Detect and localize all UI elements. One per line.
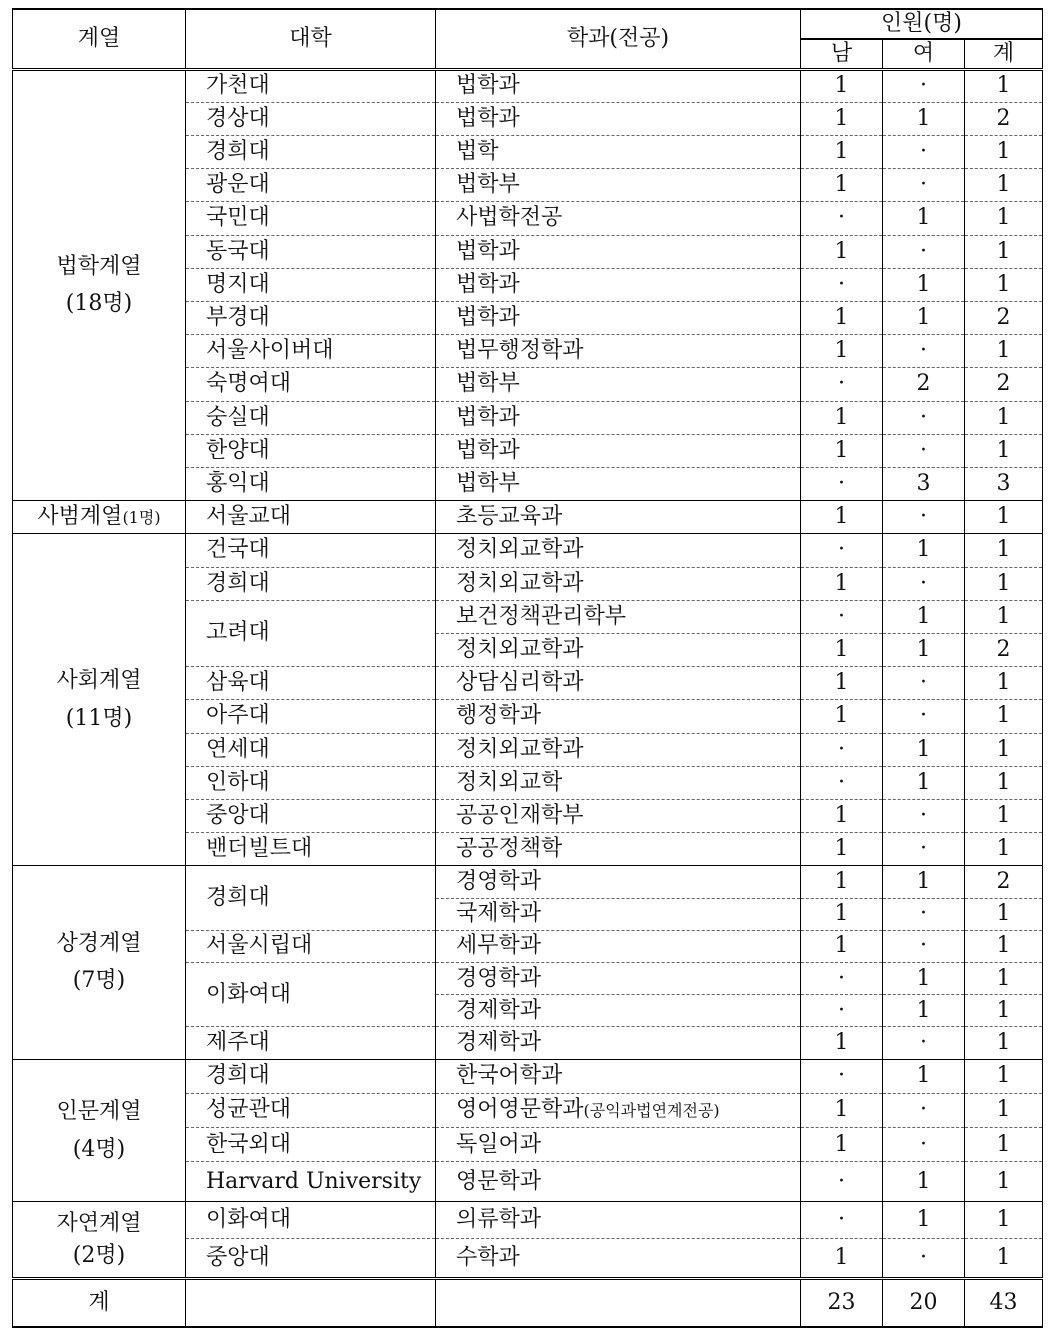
university-cell: 서울사이버대	[186, 335, 436, 368]
university-cell: 밴더빌트대	[186, 833, 436, 866]
header-university: 대학	[186, 9, 436, 69]
male-count: 1	[801, 69, 883, 102]
total-count: 1	[965, 434, 1043, 467]
total-count: 1	[965, 1202, 1043, 1238]
category-count: (11명)	[65, 705, 133, 731]
department-cell: 국제학과	[436, 898, 801, 930]
total-count: 3	[965, 467, 1043, 500]
female-count: ·	[883, 135, 965, 168]
university-cell: 이화여대	[186, 962, 436, 1026]
department-cell: 법학과	[436, 69, 801, 102]
category-name: 사회계열	[56, 668, 142, 694]
total-count: 1	[965, 567, 1043, 600]
table-row	[13, 866, 1043, 898]
total-count: 1	[965, 1128, 1043, 1162]
male-count: 1	[801, 1027, 883, 1059]
female-count: ·	[883, 434, 965, 467]
male-count: 1	[801, 501, 883, 534]
university-cell: 연세대	[186, 733, 436, 766]
male-count: 1	[801, 102, 883, 135]
university-cell: 건국대	[186, 534, 436, 567]
male-count: ·	[801, 534, 883, 567]
male-count: 1	[801, 434, 883, 467]
total-count: 2	[965, 633, 1043, 666]
total-count: 1	[965, 69, 1043, 102]
total-count: 1	[965, 1093, 1043, 1127]
enrollment-table	[12, 8, 1043, 1328]
department-name: 영어영문학과	[456, 1097, 584, 1123]
header-female: 여	[883, 39, 965, 69]
university-cell: 아주대	[186, 700, 436, 733]
university-cell: 홍익대	[186, 467, 436, 500]
department-cell: 정치외교학과	[436, 567, 801, 600]
university-cell: 한국외대	[186, 1128, 436, 1162]
male-count: 1	[801, 1128, 883, 1162]
department-cell: 정치외교학	[436, 766, 801, 799]
male-count: 1	[801, 1238, 883, 1278]
department-cell: 경제학과	[436, 1027, 801, 1059]
male-count: 1	[801, 401, 883, 434]
category-cell	[13, 1202, 186, 1278]
header-category: 계열	[13, 9, 186, 69]
category-cell	[13, 534, 186, 866]
department-cell: 초등교육과	[436, 501, 801, 534]
category-cell	[13, 866, 186, 1059]
department-cell: 공공정책학	[436, 833, 801, 866]
female-count: ·	[883, 401, 965, 434]
total-university-cell	[186, 1278, 436, 1327]
female-count: 1	[883, 633, 965, 666]
total-count: 1	[965, 995, 1043, 1027]
table-row	[13, 1059, 1043, 1093]
university-cell: Harvard University	[186, 1162, 436, 1202]
male-count: ·	[801, 600, 883, 633]
university-cell: 성균관대	[186, 1093, 436, 1127]
male-count: 1	[801, 235, 883, 268]
female-count: ·	[883, 501, 965, 534]
table-row	[13, 534, 1043, 567]
header-male: 남	[801, 39, 883, 69]
total-count: 1	[965, 401, 1043, 434]
department-cell: 법학과	[436, 235, 801, 268]
female-count: 1	[883, 866, 965, 898]
university-cell: 서울교대	[186, 501, 436, 534]
department-cell: 한국어학과	[436, 1059, 801, 1093]
male-count: 1	[801, 898, 883, 930]
female-count: 1	[883, 268, 965, 301]
total-count: 1	[965, 930, 1043, 962]
total-count: 1	[965, 962, 1043, 994]
university-cell: 고려대	[186, 600, 436, 666]
total-count: 1	[965, 202, 1043, 235]
total-count: 1	[965, 600, 1043, 633]
male-count: ·	[801, 467, 883, 500]
female-count: 1	[883, 301, 965, 334]
category-name: 사범계열	[37, 504, 123, 530]
female-count: 1	[883, 1059, 965, 1093]
department-note: (공익과법연계전공)	[583, 1101, 720, 1121]
total-count: 1	[965, 268, 1043, 301]
male-count: ·	[801, 995, 883, 1027]
department-cell: 행정학과	[436, 700, 801, 733]
male-count: 1	[801, 169, 883, 202]
female-count: 1	[883, 766, 965, 799]
department-cell: 상담심리학과	[436, 667, 801, 700]
category-cell	[13, 69, 186, 501]
male-count: ·	[801, 268, 883, 301]
male-count: ·	[801, 1162, 883, 1202]
category-count: (18명)	[65, 291, 133, 317]
university-cell: 경희대	[186, 866, 436, 930]
university-cell: 중앙대	[186, 799, 436, 832]
female-count: 1	[883, 733, 965, 766]
female-count: ·	[883, 235, 965, 268]
total-count: 1	[965, 766, 1043, 799]
male-count: 1	[801, 1093, 883, 1127]
male-count: ·	[801, 1202, 883, 1238]
university-cell: 중앙대	[186, 1238, 436, 1278]
department-cell: 공공인재학부	[436, 799, 801, 832]
total-count: 1	[965, 898, 1043, 930]
department-cell: 법학부	[436, 467, 801, 500]
department-cell: 정치외교학과	[436, 633, 801, 666]
university-cell: 인하대	[186, 766, 436, 799]
department-cell: 법학과	[436, 102, 801, 135]
female-count: 1	[883, 102, 965, 135]
university-cell: 경희대	[186, 135, 436, 168]
female-count: ·	[883, 700, 965, 733]
total-count: 1	[965, 1027, 1043, 1059]
university-cell: 숙명여대	[186, 368, 436, 401]
total-male-count: 23	[801, 1278, 883, 1327]
female-count: ·	[883, 567, 965, 600]
female-count: ·	[883, 1027, 965, 1059]
department-cell: 사법학전공	[436, 202, 801, 235]
department-cell: 경영학과	[436, 962, 801, 994]
category-name: 법학계열	[56, 253, 142, 279]
female-count: 1	[883, 202, 965, 235]
total-count: 1	[965, 799, 1043, 832]
table-row	[13, 69, 1043, 102]
female-count: 1	[883, 962, 965, 994]
department-cell: 독일어과	[436, 1128, 801, 1162]
department-cell	[436, 1093, 801, 1127]
department-cell: 법무행정학과	[436, 335, 801, 368]
university-cell: 국민대	[186, 202, 436, 235]
university-cell: 숭실대	[186, 401, 436, 434]
female-count: 1	[883, 995, 965, 1027]
total-count: 1	[965, 534, 1043, 567]
department-cell: 의류학과	[436, 1202, 801, 1238]
total-count: 1	[965, 501, 1043, 534]
female-count: ·	[883, 69, 965, 102]
university-cell: 제주대	[186, 1027, 436, 1059]
category-name: 자연계열	[56, 1210, 142, 1236]
department-cell: 법학과	[436, 268, 801, 301]
total-count: 2	[965, 301, 1043, 334]
female-count: ·	[883, 799, 965, 832]
department-cell: 법학과	[436, 434, 801, 467]
female-count: ·	[883, 833, 965, 866]
total-count: 1	[965, 169, 1043, 202]
male-count: ·	[801, 368, 883, 401]
department-cell: 영문학과	[436, 1162, 801, 1202]
university-cell: 경희대	[186, 567, 436, 600]
category-name: 인문계열	[56, 1099, 142, 1125]
university-cell: 가천대	[186, 69, 436, 102]
university-cell: 동국대	[186, 235, 436, 268]
total-label: 계	[13, 1278, 186, 1327]
university-cell: 명지대	[186, 268, 436, 301]
total-count: 2	[965, 368, 1043, 401]
male-count: ·	[801, 733, 883, 766]
total-count: 1	[965, 700, 1043, 733]
category-count: (2명)	[72, 1242, 126, 1268]
female-count: 2	[883, 368, 965, 401]
total-female-count: 20	[883, 1278, 965, 1327]
female-count: ·	[883, 667, 965, 700]
male-count: 1	[801, 335, 883, 368]
department-cell: 수학과	[436, 1238, 801, 1278]
header-total: 계	[965, 39, 1043, 69]
total-count: 1	[965, 1162, 1043, 1202]
university-cell: 이화여대	[186, 1202, 436, 1238]
total-count: 1	[965, 1238, 1043, 1278]
department-cell: 정치외교학과	[436, 733, 801, 766]
university-cell: 광운대	[186, 169, 436, 202]
category-count: (4명)	[72, 1136, 126, 1162]
female-count: ·	[883, 335, 965, 368]
category-name: 상경계열	[56, 931, 142, 957]
university-cell: 한양대	[186, 434, 436, 467]
total-count: 1	[965, 335, 1043, 368]
header-count: 인원(명)	[801, 9, 1043, 39]
category-cell	[13, 501, 186, 534]
department-cell: 법학과	[436, 301, 801, 334]
department-cell: 법학부	[436, 368, 801, 401]
male-count: 1	[801, 135, 883, 168]
department-cell: 세무학과	[436, 930, 801, 962]
department-cell: 경제학과	[436, 995, 801, 1027]
female-count: ·	[883, 169, 965, 202]
male-count: 1	[801, 866, 883, 898]
university-cell: 경희대	[186, 1059, 436, 1093]
female-count: 1	[883, 534, 965, 567]
male-count: 1	[801, 633, 883, 666]
male-count: 1	[801, 667, 883, 700]
department-cell: 법학부	[436, 169, 801, 202]
total-count: 1	[965, 1059, 1043, 1093]
male-count: ·	[801, 766, 883, 799]
category-count: (7명)	[72, 968, 126, 994]
category-cell	[13, 1059, 186, 1202]
department-cell: 정치외교학과	[436, 534, 801, 567]
university-cell: 삼육대	[186, 667, 436, 700]
grand-total-count: 43	[965, 1278, 1043, 1327]
male-count: ·	[801, 962, 883, 994]
male-count: ·	[801, 1059, 883, 1093]
total-count: 1	[965, 733, 1043, 766]
male-count: 1	[801, 799, 883, 832]
male-count: 1	[801, 930, 883, 962]
department-cell: 보건정책관리학부	[436, 600, 801, 633]
male-count: 1	[801, 833, 883, 866]
university-cell: 부경대	[186, 301, 436, 334]
university-cell: 서울시립대	[186, 930, 436, 962]
total-row	[13, 1278, 1043, 1327]
total-count: 1	[965, 135, 1043, 168]
table-row	[13, 1202, 1043, 1238]
total-count: 2	[965, 866, 1043, 898]
male-count: 1	[801, 301, 883, 334]
female-count: 1	[883, 600, 965, 633]
female-count: ·	[883, 930, 965, 962]
female-count: ·	[883, 1093, 965, 1127]
table-row	[13, 501, 1043, 534]
male-count: 1	[801, 567, 883, 600]
male-count: ·	[801, 202, 883, 235]
female-count: 1	[883, 1162, 965, 1202]
category-count: (1명)	[122, 508, 161, 528]
header-row-1	[13, 9, 1043, 39]
male-count: 1	[801, 700, 883, 733]
total-department-cell	[436, 1278, 801, 1327]
department-cell: 경영학과	[436, 866, 801, 898]
header-department: 학과(전공)	[436, 9, 801, 69]
female-count: ·	[883, 898, 965, 930]
department-cell: 법학과	[436, 401, 801, 434]
university-cell: 경상대	[186, 102, 436, 135]
female-count: 3	[883, 467, 965, 500]
female-count: ·	[883, 1238, 965, 1278]
total-count: 1	[965, 667, 1043, 700]
total-count: 1	[965, 235, 1043, 268]
female-count: 1	[883, 1202, 965, 1238]
total-count: 2	[965, 102, 1043, 135]
female-count: ·	[883, 1128, 965, 1162]
department-cell: 법학	[436, 135, 801, 168]
total-count: 1	[965, 833, 1043, 866]
